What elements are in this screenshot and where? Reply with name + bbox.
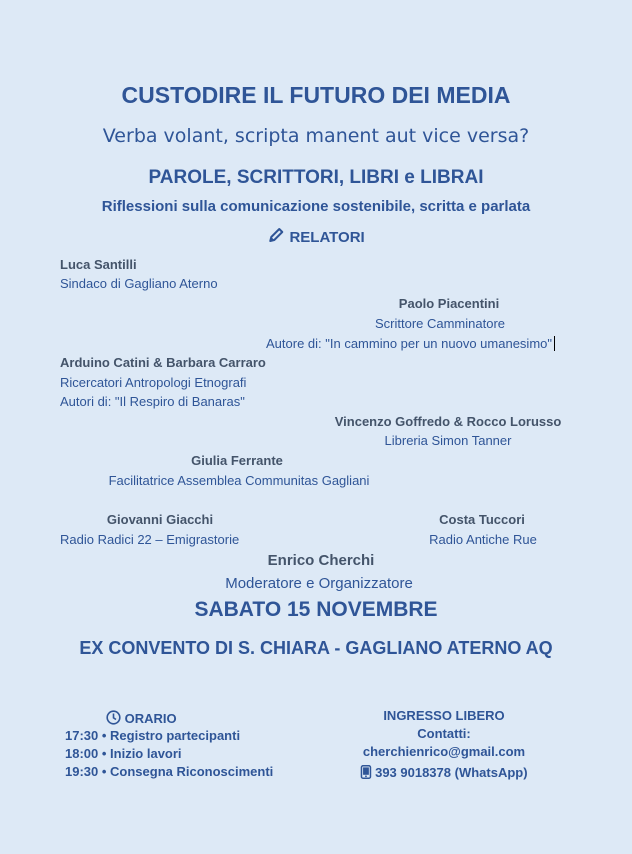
contact-email[interactable]: cherchienrico@gmail.com bbox=[362, 744, 526, 759]
speaker-giacchi-role: Radio Radici 22 – Emigrastorie bbox=[60, 532, 240, 547]
event-venue: EX CONVENTO DI S. CHIARA - GAGLIANO ATERNO AQ bbox=[79, 638, 553, 658]
speaker-santilli-name: Luca Santilli bbox=[60, 257, 137, 272]
schedule-item: 18:00 • Inizio lavori bbox=[65, 746, 182, 761]
speaker-cherchi-role: Moderatore e Organizzatore bbox=[225, 575, 413, 592]
speaker-piacentini-role: Scrittore Camminatore bbox=[374, 316, 506, 331]
speaker-goffredo-name: Vincenzo Goffredo & Rocco Lorusso bbox=[334, 414, 562, 429]
schedule-heading-label: ORARIO bbox=[124, 711, 177, 726]
event-date: SABATO 15 NOVEMBRE bbox=[194, 598, 438, 621]
speaker-goffredo-role: Libreria Simon Tanner bbox=[384, 433, 512, 448]
speaker-piacentini-note-text: Autore di: "In cammino per un nuovo umanesimo" bbox=[266, 336, 552, 351]
speaker-tuccori-name: Costa Tuccori bbox=[439, 512, 525, 527]
speaker-ferrante-role: Facilitatrice Assemblea Communitas Gagliani bbox=[108, 473, 370, 488]
entry-info: INGRESSO LIBERO bbox=[383, 708, 505, 723]
event-title: CUSTODIRE IL FUTURO DEI MEDIA bbox=[121, 82, 511, 108]
speaker-santilli-role: Sindaco di Gagliano Aterno bbox=[60, 276, 218, 291]
schedule-heading bbox=[106, 710, 177, 727]
event-subtitle: Verba volant, scripta manent aut vice versa? bbox=[102, 125, 530, 147]
speaker-piacentini-note bbox=[266, 336, 555, 352]
contact-phone bbox=[360, 765, 527, 781]
speaker-ferrante-name: Giulia Ferrante bbox=[191, 453, 283, 468]
speakers-heading bbox=[267, 226, 364, 246]
event-tagline: Riflessioni sulla comunicazione sostenibile, scritta e parlata bbox=[101, 198, 531, 215]
schedule-item: 17:30 • Registro partecipanti bbox=[65, 728, 241, 743]
clock-icon bbox=[106, 710, 121, 725]
pencil-icon bbox=[267, 226, 285, 244]
contacts-label: Contatti: bbox=[417, 726, 471, 741]
speaker-piacentini-name: Paolo Piacentini bbox=[398, 296, 500, 311]
speakers-heading-label: RELATORI bbox=[289, 229, 365, 246]
speaker-catini-name: Arduino Catini & Barbara Carraro bbox=[60, 355, 266, 370]
speaker-catini-role: Ricercatori Antropologi Etnografi bbox=[60, 375, 247, 390]
speaker-catini-note: Autori di: "Il Respiro di Banaras" bbox=[60, 394, 245, 409]
speaker-tuccori-role: Radio Antiche Rue bbox=[429, 532, 537, 547]
phone-icon bbox=[360, 765, 371, 779]
event-theme: PAROLE, SCRITTORI, LIBRI e LIBRAI bbox=[148, 167, 484, 188]
schedule-item: 19:30 • Consegna Riconoscimenti bbox=[65, 764, 274, 779]
text-cursor bbox=[554, 336, 555, 351]
contact-phone-number[interactable]: 393 9018378 (WhatsApp) bbox=[375, 765, 528, 780]
speaker-giacchi-name: Giovanni Giacchi bbox=[106, 512, 214, 527]
speaker-cherchi-name: Enrico Cherchi bbox=[267, 552, 375, 569]
